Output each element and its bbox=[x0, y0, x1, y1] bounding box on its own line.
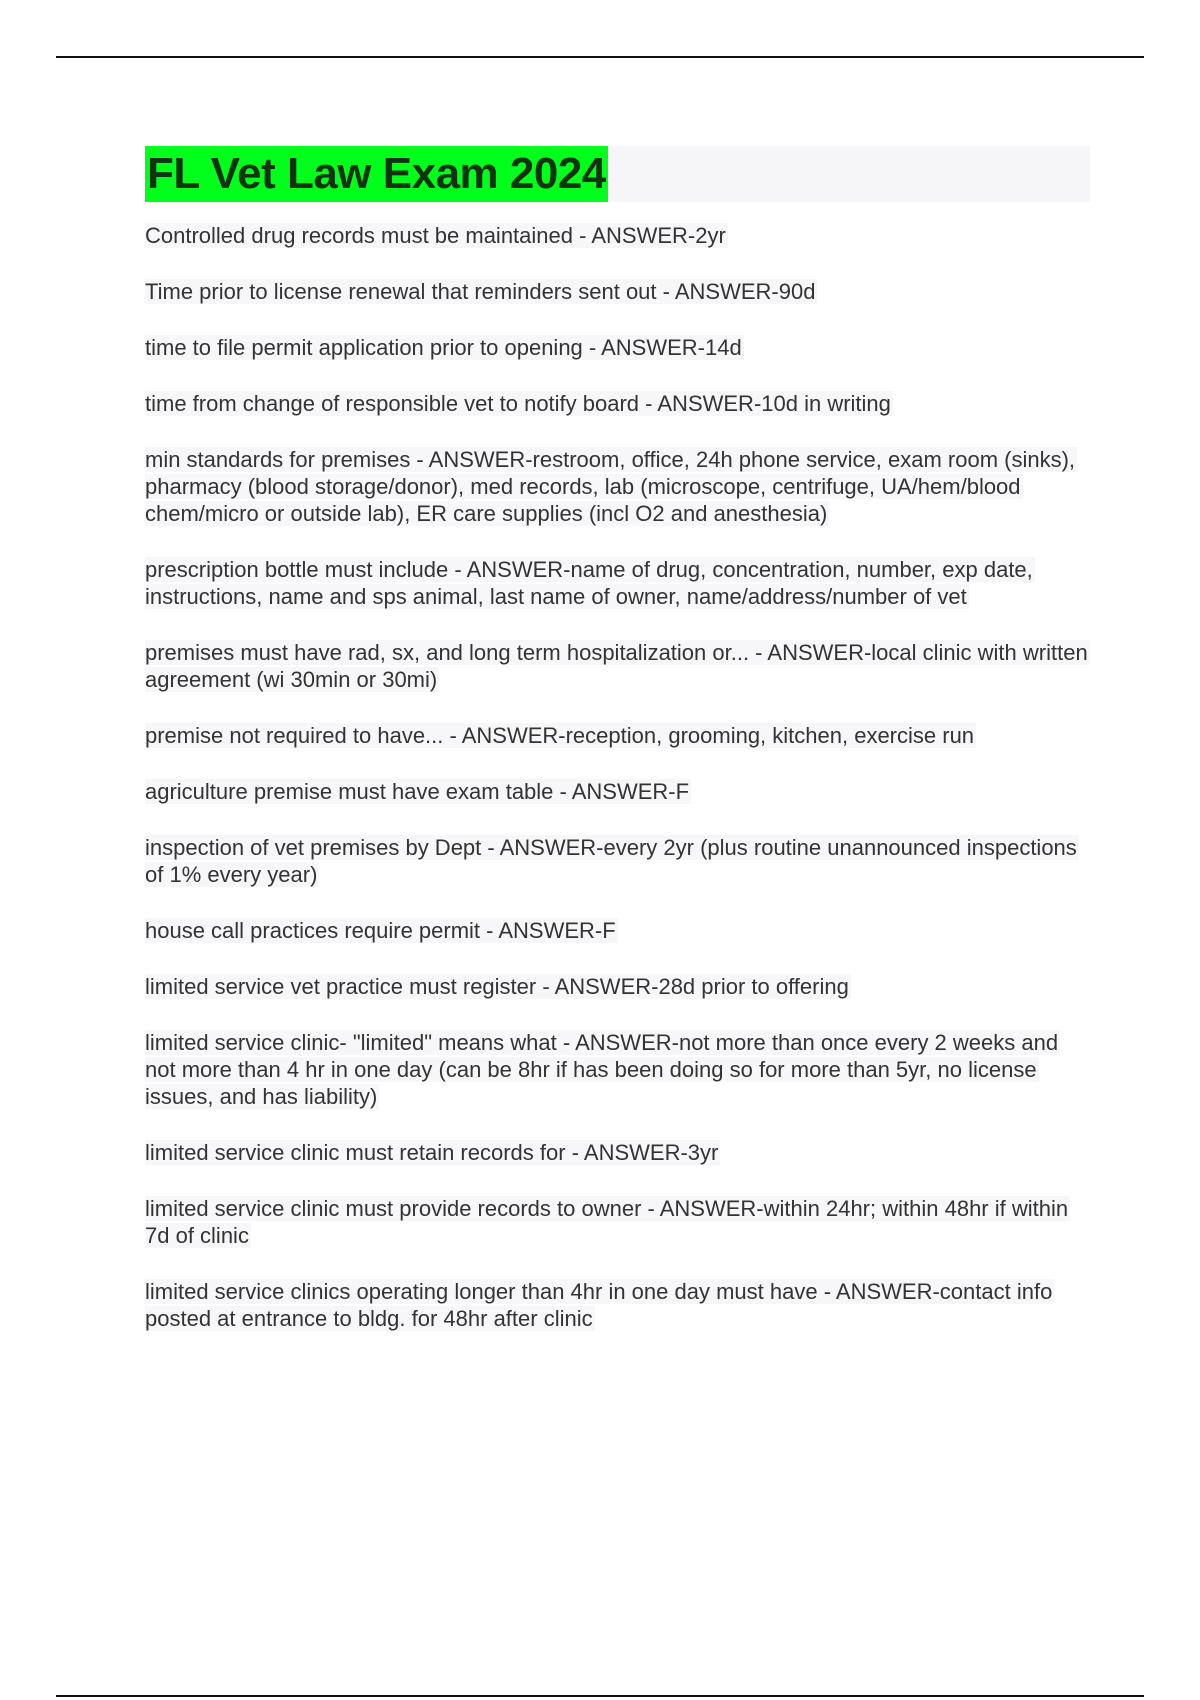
qa-item bbox=[145, 973, 1090, 1000]
qa-item bbox=[145, 639, 1090, 693]
qa-item bbox=[145, 1139, 1090, 1166]
qa-text: limited service clinic must provide records to owner - ANSWER-within 24hr; within 48hr if within 7d of clinic bbox=[145, 1196, 1069, 1248]
qa-item bbox=[145, 1029, 1090, 1110]
qa-text: time from change of responsible vet to notify board - ANSWER-10d in writing bbox=[145, 391, 891, 416]
qa-item bbox=[145, 556, 1090, 610]
qa-text: Time prior to license renewal that reminders sent out - ANSWER-90d bbox=[145, 279, 816, 304]
qa-text: inspection of vet premises by Dept - ANSWER-every 2yr (plus routine unannounced inspections of 1% every year) bbox=[145, 835, 1077, 887]
qa-item bbox=[145, 1278, 1090, 1332]
qa-text: Controlled drug records must be maintained - ANSWER-2yr bbox=[145, 223, 726, 248]
qa-text: premise not required to have... - ANSWER-reception, grooming, kitchen, exercise run bbox=[145, 723, 975, 748]
qa-item bbox=[145, 390, 1090, 417]
qa-text: limited service clinics operating longer than 4hr in one day must have - ANSWER-contact info posted at entrance to bldg. for 48hr after clinic bbox=[145, 1279, 1053, 1331]
qa-text: min standards for premises - ANSWER-restroom, office, 24h phone service, exam room (sinks), pharmacy (blood storage/donor), med records, lab (microscope, centrifuge, UA/hem/blood chem/micro or outside lab), ER care supplies (incl O2 and anesthesia) bbox=[145, 447, 1076, 526]
title-band bbox=[145, 146, 1090, 202]
qa-list bbox=[145, 222, 1090, 1332]
qa-item bbox=[145, 722, 1090, 749]
qa-item bbox=[145, 917, 1090, 944]
document-title: FL Vet Law Exam 2024 bbox=[145, 146, 608, 202]
qa-text: limited service clinic must retain records for - ANSWER-3yr bbox=[145, 1140, 719, 1165]
qa-item bbox=[145, 778, 1090, 805]
document-body bbox=[145, 146, 1090, 1361]
qa-text: limited service vet practice must register - ANSWER-28d prior to offering bbox=[145, 974, 849, 999]
qa-item bbox=[145, 1195, 1090, 1249]
qa-item bbox=[145, 278, 1090, 305]
qa-item bbox=[145, 834, 1090, 888]
qa-item bbox=[145, 446, 1090, 527]
top-divider bbox=[56, 56, 1144, 58]
qa-item bbox=[145, 334, 1090, 361]
qa-text: prescription bottle must include - ANSWER-name of drug, concentration, number, exp date, instructions, name and sps animal, last name of owner, name/address/number of vet bbox=[145, 557, 1033, 609]
qa-text: agriculture premise must have exam table - ANSWER-F bbox=[145, 779, 690, 804]
qa-text: time to file permit application prior to opening - ANSWER-14d bbox=[145, 335, 742, 360]
qa-text: limited service clinic- "limited" means what - ANSWER-not more than once every 2 weeks and not more than 4 hr in one day (can be 8hr if has been doing so for more than 5yr, no license issues, and has liability) bbox=[145, 1030, 1059, 1109]
qa-item bbox=[145, 222, 1090, 249]
qa-text: house call practices require permit - ANSWER-F bbox=[145, 918, 616, 943]
qa-text: premises must have rad, sx, and long term hospitalization or... - ANSWER-local clinic with written agreement (wi 30min or 30mi) bbox=[145, 640, 1088, 692]
bottom-divider bbox=[56, 1695, 1144, 1697]
